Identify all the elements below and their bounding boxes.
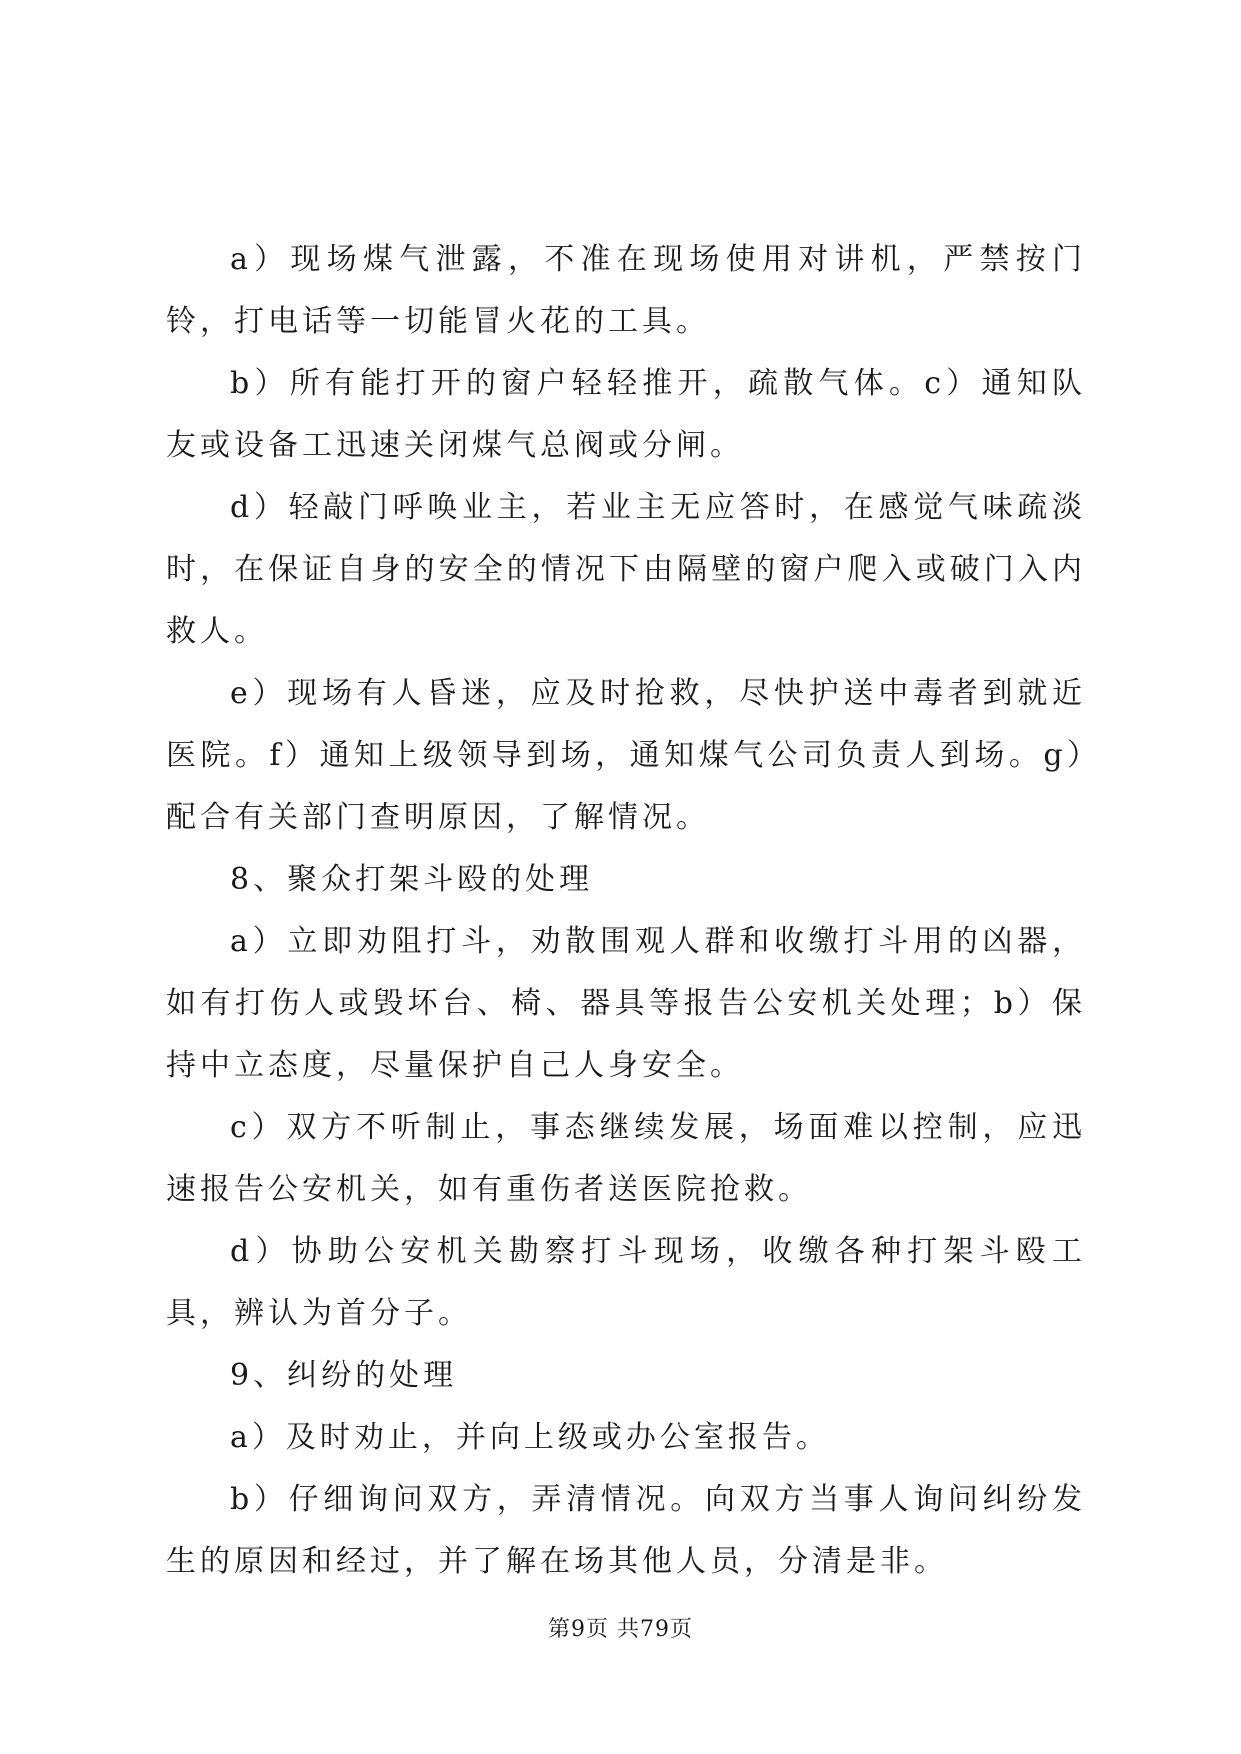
paragraph: a）立即劝阻打斗，劝散围观人群和收缴打斗用的凶器，如有打伤人或毁坏台、椅、器具等报告公安机关处理；b）保持中立态度，尽量保护自己人身安全。 [166,924,1086,1083]
paragraph: d）轻敲门呼唤业主，若业主无应答时，在感觉气味疏淡时，在保证自身的安全的情况下由隔壁的窗户爬入或破门入内救人。 [166,490,1086,649]
paragraph: a）现场煤气泄露，不准在现场使用对讲机，严禁按门铃，打电话等一切能冒火花的工具。 [166,242,1086,339]
paragraph: b）所有能打开的窗户轻轻推开，疏散气体。c）通知队友或设备工迅速关闭煤气总阀或分闸。 [166,366,1086,463]
page-number-footer: 第9页 共79页 [548,1617,693,1642]
document-body [166,229,1086,1593]
paragraph: b）仔细询问双方，弄清情况。向双方当事人询问纠纷发生的原因和经过，并了解在场其他人员，分清是非。 [166,1482,1086,1579]
paragraph: c）双方不听制止，事态继续发展，场面难以控制，应迅速报告公安机关，如有重伤者送医院抢救。 [166,1110,1086,1207]
paragraph: a）及时劝止，并向上级或办公室报告。 [230,1420,830,1455]
section-heading: 8、聚众打架斗殴的处理 [230,862,594,897]
section-heading: 9、纠纷的处理 [230,1358,458,1393]
paragraph: e）现场有人昏迷，应及时抢救，尽快护送中毒者到就近医院。f）通知上级领导到场，通知煤气公司负责人到场。g）配合有关部门查明原因，了解情况。 [166,676,1086,835]
paragraph: d）协助公安机关勘察打斗现场，收缴各种打架斗殴工具，辨认为首分子。 [166,1234,1086,1331]
